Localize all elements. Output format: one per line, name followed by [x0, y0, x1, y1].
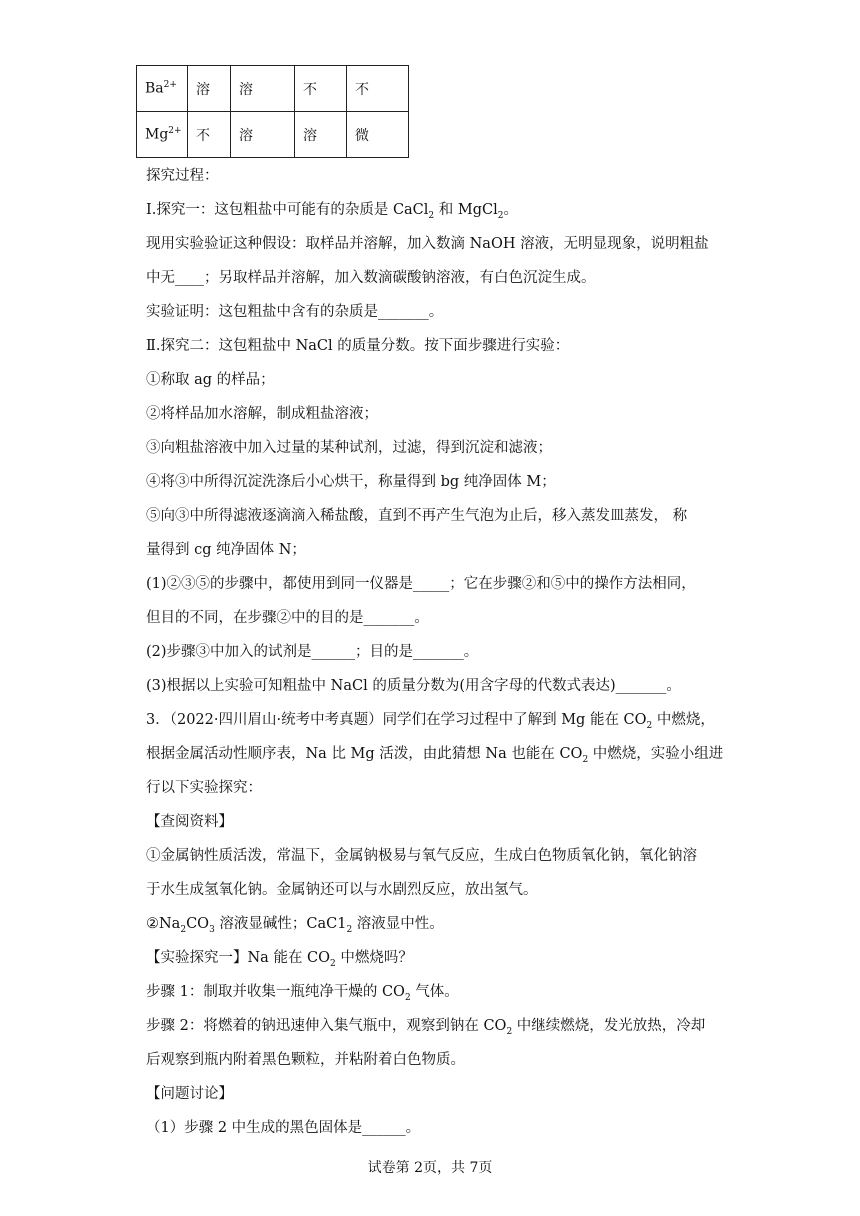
subscript: 2 — [330, 958, 336, 969]
table-cell: 溶 — [231, 66, 295, 112]
subscript: 2 — [180, 924, 187, 935]
ion-charge: 2+ — [168, 126, 182, 137]
text: ②Na — [146, 916, 181, 932]
table-cell: 溶 — [295, 112, 347, 158]
text: 步骤 1：制取并收集一瓶纯净干燥的 CO — [146, 984, 405, 1000]
subscript: 2 — [428, 210, 435, 221]
text: 中燃烧，实验小组进 — [588, 746, 724, 762]
text: 中燃烧， — [652, 712, 715, 728]
exp-step-1 — [146, 982, 459, 1008]
exp-step-2-line-2: 后观察到瓶内附着黑色颗粒，并粘附着白色物质。 — [146, 1052, 465, 1068]
text: 溶液显碱性；CaC1 — [214, 916, 347, 932]
step-5-line-2: 量得到 cg 纯净固体 N； — [146, 542, 306, 558]
reference-1-line-2: 于水生成氢氧化钠。金属钠还可以与水剧烈反应，放出氢气。 — [146, 882, 538, 898]
problem-3-line-3: 行以下实验探究： — [146, 780, 262, 796]
explore-process-heading: 探究过程： — [146, 168, 219, 184]
text: 中继续燃烧，发光放热，冷却 — [512, 1018, 706, 1034]
ion-symbol: Mg — [145, 126, 169, 143]
experiment-1-heading — [146, 948, 413, 974]
reference-heading: 【查阅资料】 — [146, 814, 233, 830]
step-5-line-1: ⑤向③中所得滤液逐滴滴入稀盐酸，直到不再产生气泡为止后，移入蒸发皿蒸发， 称 — [146, 508, 688, 524]
ion-charge: 2+ — [163, 80, 177, 91]
exp-step-2-line-1 — [146, 1016, 705, 1042]
question-2: (2)步骤③中加入的试剂是______；目的是_______。 — [146, 644, 479, 660]
ion-cell — [137, 112, 188, 158]
table-row — [137, 66, 409, 112]
subscript: 2 — [404, 992, 411, 1003]
text: 步骤 2：将燃着的钠迅速伸入集气瓶中，观察到钠在 CO — [146, 1018, 507, 1034]
page-footer: 试卷第 2页，共 7页 — [367, 1160, 493, 1176]
ion-cell — [137, 66, 188, 112]
question-1-line-2: 但目的不同，在步骤②中的目的是_______。 — [146, 610, 429, 626]
table-cell: 不 — [347, 66, 409, 112]
reference-2 — [146, 914, 444, 940]
ion-symbol: Ba — [145, 80, 164, 97]
step-2: ②将样品加水溶解，制成粗盐溶液； — [146, 406, 378, 422]
question-1-line-1: (1)②③⑤的步骤中，都使用到同一仪器是_____；它在步骤②和⑤中的操作方法相同， — [146, 576, 696, 592]
explore1-line — [146, 200, 518, 226]
table-row — [137, 112, 409, 158]
step-1: ①称取 ag 的样品； — [146, 372, 275, 388]
text: 。 — [503, 202, 518, 218]
question-3: (3)根据以上实验可知粗盐中 NaCl 的质量分数为(用含字母的代数式表达)_______。 — [146, 678, 681, 694]
text: 和 MgCl — [434, 202, 498, 218]
subscript: 2 — [582, 754, 589, 765]
subscript: 2 — [646, 720, 653, 731]
subscript: 2 — [346, 924, 353, 935]
table-cell: 不 — [295, 66, 347, 112]
text: 溶液显中性。 — [352, 916, 444, 932]
explore2-line: Ⅱ.探究二：这包粗盐中 NaCl 的质量分数。按下面步骤进行实验： — [146, 338, 570, 354]
subscript: 2 — [506, 1026, 513, 1037]
discussion-heading: 【问题讨论】 — [146, 1086, 233, 1102]
verify-line-2: 中无____；另取样品并溶解，加入数滴碳酸钠溶液，有白色沉淀生成。 — [146, 270, 596, 286]
text: 3．（2022·四川眉山·统考中考真题）同学们在学习过程中了解到 Mg 能在 CO — [146, 712, 647, 728]
table-cell: 溶 — [231, 112, 295, 158]
subscript: 2 — [497, 210, 504, 221]
step-3: ③向粗盐溶液中加入过量的某种试剂，过滤，得到沉淀和滤液； — [146, 440, 552, 456]
text: Ⅰ.探究一：这包粗盐中可能有的杂质是 CaCl — [146, 202, 429, 218]
proof-line: 实验证明：这包粗盐中含有的杂质是_______。 — [146, 304, 444, 320]
text: CO — [186, 916, 210, 932]
step-4: ④将③中所得沉淀洗涤后小心烘干，称量得到 bg 纯净固体 M； — [146, 474, 556, 490]
table-cell: 微 — [347, 112, 409, 158]
text: 根据金属活动性顺序表，Na 比 Mg 活泼，由此猜想 Na 也能在 CO — [146, 746, 583, 762]
solubility-table — [136, 65, 409, 158]
problem-3-line-1 — [146, 710, 715, 736]
problem-3-line-2 — [146, 744, 723, 770]
reference-1-line-1: ①金属钠性质活泼，常温下，金属钠极易与氧气反应，生成白色物质氧化钠，氧化钠溶 — [146, 848, 697, 864]
text: 【实验探究一】Na 能在 CO — [146, 950, 331, 966]
text: 气体。 — [410, 984, 459, 1000]
table-cell: 溶 — [188, 66, 231, 112]
discussion-question-1: （1）步骤 2 中生成的黑色固体是______。 — [146, 1120, 421, 1136]
text: 中燃烧吗？ — [335, 950, 413, 966]
subscript: 3 — [209, 924, 215, 935]
verify-line-1: 现用实验验证这种假设：取样品并溶解，加入数滴 NaOH 溶液，无明显现象，说明粗盐 — [146, 236, 709, 252]
table-cell: 不 — [188, 112, 231, 158]
